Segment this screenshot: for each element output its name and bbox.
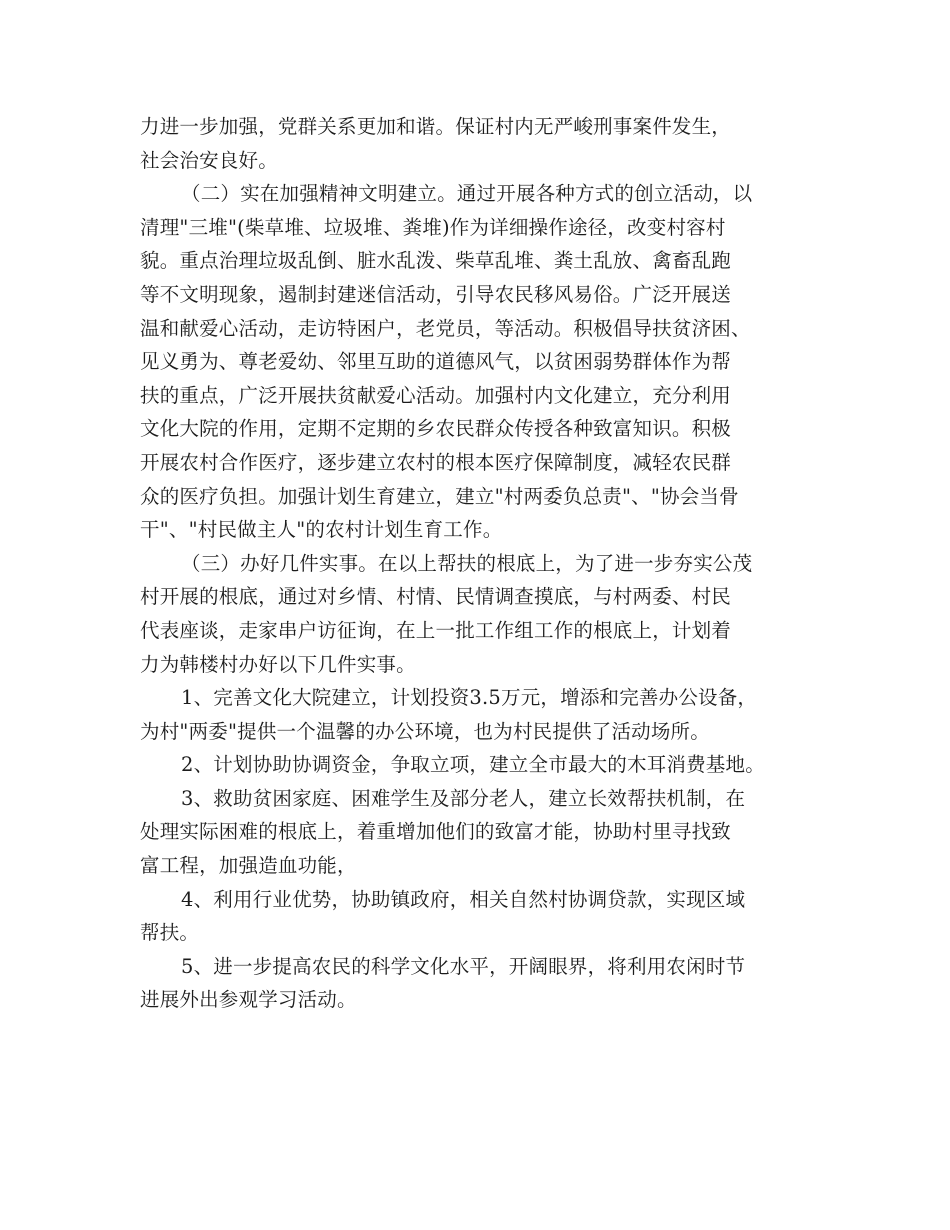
- text-line: 社会治安良好。: [140, 148, 278, 172]
- text-line: 见义勇为、尊老爱幼、邻里互助的道德风气，以贫困弱势群体作为帮: [140, 350, 732, 374]
- text-line: 代表座谈，走家串户访征询，在上一批工作组工作的根底上，计划着: [140, 618, 732, 642]
- text-line: 等不文明现象，遏制封建迷信活动，引导农民移风易俗。广泛开展送: [140, 282, 732, 306]
- document-body: [140, 110, 815, 1017]
- text-line: 村开展的根底，通过对乡情、村情、民情调查摸底，与村两委、村民: [140, 585, 732, 609]
- text-line: 开展农村合作医疗，逐步建立农村的根本医疗保障制度，减轻农民群: [140, 450, 732, 474]
- list-item-line: 1、完善文化大院建立，计划投资3.5万元，增添和完善办公设备，: [181, 686, 758, 710]
- text-line: 众的医疗负担。加强计划生育建立，建立"村两委负总责"、"协会当骨: [140, 484, 739, 508]
- list-item-line: 3、救助贫困家庭、困难学生及部分老人，建立长效帮扶机制，在: [181, 786, 746, 810]
- section-heading-line: （三）办好几件实事。在以上帮扶的根底上，为了进一步夯实公茂: [181, 551, 753, 575]
- text-line: 帮扶。: [140, 921, 200, 945]
- text-line: 扶的重点，广泛开展扶贫献爱心活动。加强村内文化建立，充分利用: [140, 383, 732, 407]
- list-item-line: 2、计划协助协调资金，争取立项，建立全市最大的木耳消费基地。: [181, 753, 765, 777]
- list-item-line: 5、进一步提高农民的科学文化水平，开阔眼界，将利用农闲时节: [181, 954, 746, 978]
- list-item-line: 4、利用行业优势，协助镇政府，相关自然村协调贷款，实现区域: [181, 887, 746, 911]
- text-line: 温和献爱心活动，走访特困户，老党员，等活动。积极倡导扶贫济困、: [140, 316, 751, 340]
- text-line: 为村"两委"提供一个温馨的办公环境，也为村民提供了活动场所。: [140, 719, 710, 743]
- text-line: 处理实际困难的根底上，着重增加他们的致富才能，协助村里寻找致: [140, 820, 732, 844]
- text-line: 文化大院的作用，定期不定期的乡农民群众传授各种致富知识。积极: [140, 417, 732, 441]
- text-line: 力为韩楼村办好以下几件实事。: [140, 652, 416, 676]
- text-line: 力进一步加强，党群关系更加和谐。保证村内无严峻刑事案件发生，: [140, 115, 732, 138]
- text-line: 富工程，加强造血功能，: [140, 854, 357, 878]
- text-line: 进展外出参观学习活动。: [140, 988, 357, 1012]
- text-line: 干"、"村民做主人"的农村计划生育工作。: [140, 518, 503, 542]
- section-heading-line: （二）实在加强精神文明建立。通过开展各种方式的创立活动，以: [181, 182, 753, 206]
- text-line: 清理"三堆"(柴草堆、垃圾堆、粪堆)作为详细操作途径，改变村容村: [140, 215, 726, 239]
- text-line: 貌。重点治理垃圾乱倒、脏水乱泼、柴草乱堆、粪土乱放、禽畜乱跑: [140, 249, 732, 273]
